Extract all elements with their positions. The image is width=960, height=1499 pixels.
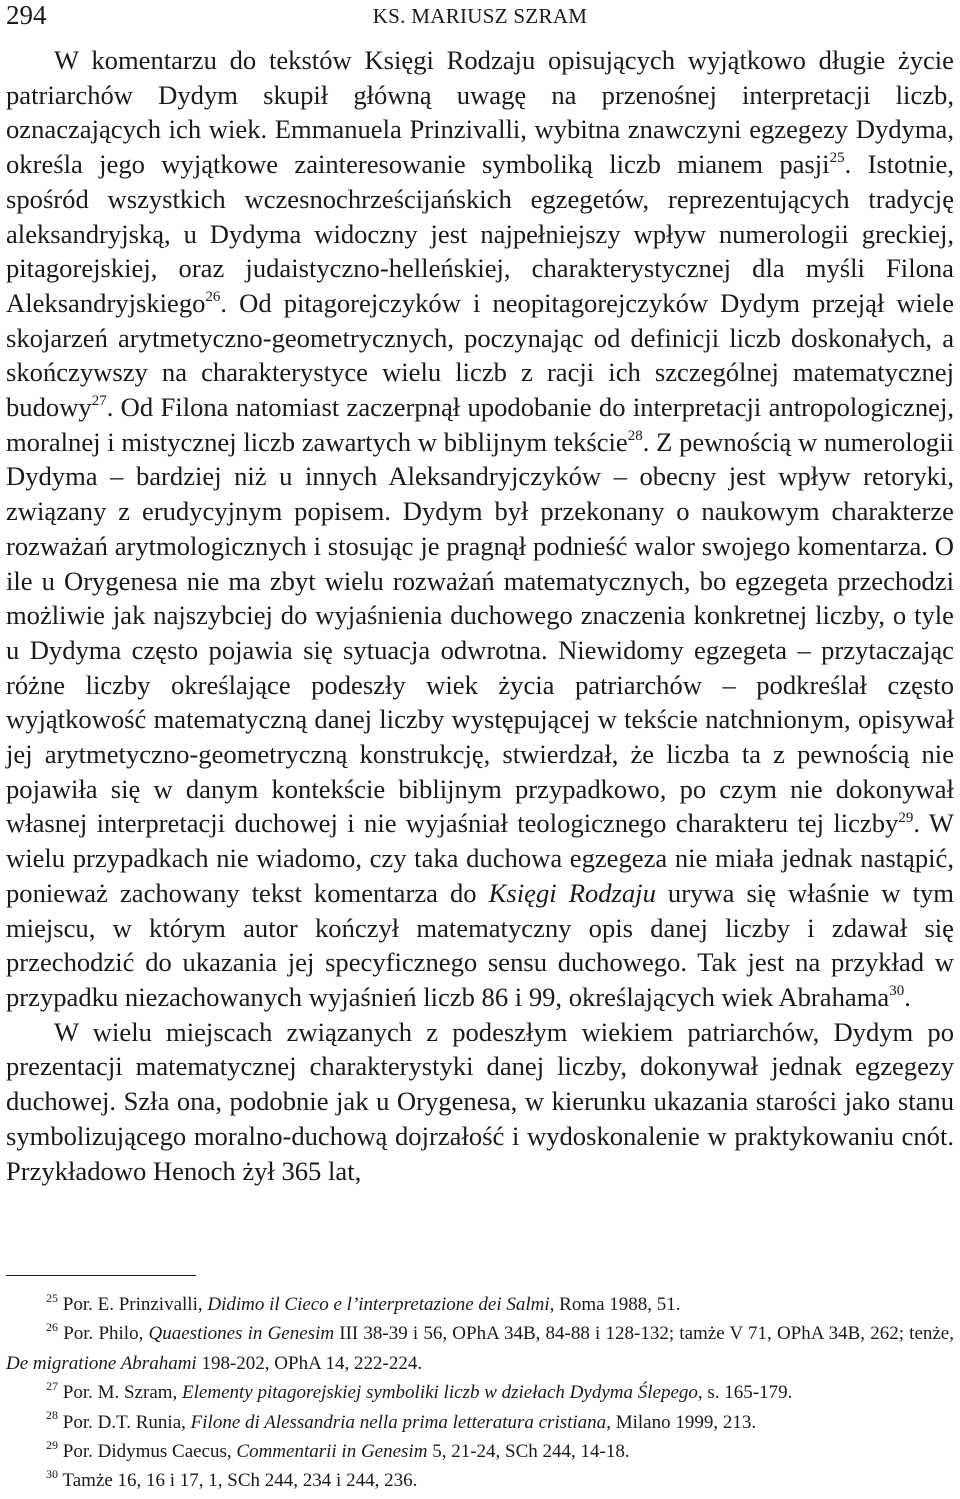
- footnote-text: 5, 21-24, SCh 244, 14-18.: [427, 1441, 630, 1463]
- text-run: W komentarzu do tekstów Księgi Rodzaju opisujących wyjątkowo długie życie patriarchów Dydym skupił główną uwagę na przenośnej interpretacji liczb, oznaczających ich wiek. Emmanuela Prinzivalli, wybitna znawczyni egzegezy Dydyma, określa jego wyjątkowe zainteresowanie symboliką liczb mianem pasji: [6, 45, 954, 180]
- footnote-number: 27: [46, 1378, 58, 1393]
- footnote-ref-27: 27: [91, 393, 107, 410]
- footnote-text: Por. Didymus Caecus,: [62, 1441, 237, 1463]
- footnote-rule: [6, 1275, 196, 1276]
- footnote-title: Quaestiones in Genesim: [148, 1323, 335, 1345]
- footnote-number: 26: [46, 1320, 58, 1335]
- footnote-title: Commentarii in Genesim: [236, 1441, 428, 1463]
- footnote-ref-30: 30: [889, 983, 905, 1000]
- footnote-27: [6, 1378, 954, 1407]
- footnote-title: Elementy pitagorejskiej symboliki liczb w dziełach Dydyma Ślepego: [182, 1382, 698, 1404]
- footnote-29: [6, 1437, 954, 1466]
- footnote-ref-28: 28: [627, 427, 643, 444]
- footnotes: [6, 1290, 954, 1496]
- text-run: . Z pewnością w numerologii Dydyma – bardziej niż u innych Aleksandryjczyków – obecny jest wpływ retoryki, związany z erudycyjnym popisem. Dydym był przekonany o naukowym charakterze rozważań arytmologicznych i stosując je pragnął podnieść walor swojego komentarza. O ile u Orygenesa nie ma zbyt wielu rozważań matematycznych, bo egzegeta przechodzi możliwie jak najszybciej do wyjaśnienia duchowego znaczenia konkretnej liczby, o tyle u Dydyma często pojawia się sytuacja odwrotna. Niewidomy egzegeta – przytaczając różne liczby określające podeszły wiek życia patriarchów – podkreślał często wyjątkowość matematyczną danej liczby występującej w tekście natchnionym, opisywał jej arytmetyczno-geometryczną konstrukcję, stwierdzał, że liczba ta z pewnością nie pojawiła się w danym kontekście biblijnym przypadkowo, po czym nie dokonywał własnej interpretacji duchowej i nie wyjaśniał teologicznego charakteru tej liczby: [6, 426, 954, 839]
- footnote-title: De migratione Abrahami: [6, 1352, 197, 1374]
- footnote-text: Por. Philo,: [63, 1323, 149, 1345]
- footnote-28: [6, 1408, 954, 1437]
- italic-title: Księgi Rodzaju: [488, 877, 656, 908]
- footnote-text: Por. D.T. Runia,: [62, 1411, 191, 1433]
- footnote-title: Didimo il Cieco e l’interpretazione dei Salmi: [207, 1294, 550, 1315]
- footnote-text: Por. E. Prinzivalli,: [62, 1294, 208, 1315]
- footnote-26: [6, 1319, 954, 1378]
- text-run: . Istotnie, spośród wszystkich wczesnochrześcijańskich egzegetów, reprezentujących tradycję aleksandryjską, u Dydyma widoczny jest najpełniejszy wpływ numerologii greckiej, pitagorejskiej, oraz judaistyczno-helleńskiej, charakterystycznej dla myśli Filona Aleksandryjskiego: [6, 149, 955, 318]
- paragraph-2: W wielu miejscach związanych z podeszłym wiekiem patriarchów, Dydym po prezentacji matematycznej charakterystyki danej liczby, dokonywał jednak egzegezy duchowej. Szła ona, podobnie jak u Orygenesa, w kierunku ukazania starości jako stanu symbolizującego moralno-duchową dojrzałość i wydoskonalenie w praktykowaniu cnót. Przykładowo Henoch żył 365 lat,: [6, 1016, 954, 1186]
- footnote-25: [6, 1290, 954, 1319]
- text-run: . W wielu przypadkach nie wiadomo, czy taka duchowa egzegeza nie miała jednak nastąpić, ponieważ zachowany tekst komentarza do: [6, 808, 954, 908]
- paragraph-1: [6, 43, 954, 1015]
- footnote-number: 29: [46, 1437, 58, 1452]
- footnote-text: , Milano 1999, 213.: [606, 1411, 757, 1433]
- footnote-number: 25: [46, 1290, 58, 1305]
- footnote-number: 30: [46, 1467, 58, 1482]
- footnote-text: 198-202, OPhA 14, 222-224.: [196, 1352, 423, 1374]
- text-run: .: [904, 981, 911, 1012]
- footnote-ref-29: 29: [898, 809, 914, 826]
- footnote-text: III 38-39 i 56, OPhA 34B, 84-88 i 128-132; tamże V 71, OPhA 34B, 262; tenże,: [334, 1323, 954, 1345]
- running-header: KS. MARIUSZ SZRAM: [372, 4, 588, 28]
- text-run: . Od Filona natomiast zaczerpnął upodobanie do interpretacji antropologicznej, moralnej i mistycznej liczb zawartych w biblijnym tekście: [6, 392, 954, 457]
- footnote-30: [6, 1466, 954, 1495]
- footnote-ref-26: 26: [205, 289, 221, 306]
- page-number: 294: [6, 0, 47, 30]
- text-run: urywa się właśnie w tym miejscu, w którym autor kończył matematyczny opis danej liczby i zdawał się przechodzić do ukazania jej specyficznego sensu duchowego. Tak jest na przykład w przypadku niezachowanych wyjaśnień liczb 86 i 99, określających wiek Abrahama: [6, 877, 954, 1012]
- footnote-text: , Roma 1988, 51.: [549, 1294, 681, 1315]
- text-run: . Od pitagorejczyków i neopitagorejczyków Dydym przejął wiele skojarzeń arytmetyczno-geometrycznych, poczynając od definicji liczb doskonałych, a skończywszy na charakterystyce wielu liczb z racji ich szczególnej matematycznej budowy: [6, 287, 954, 423]
- footnote-text: , s. 165-179.: [697, 1382, 793, 1404]
- footnote-title: Filone di Alessandria nella prima letteratura cristiana: [190, 1411, 607, 1433]
- footnote-ref-25: 25: [829, 150, 845, 167]
- body-text: [6, 43, 954, 1188]
- footnote-number: 28: [46, 1408, 58, 1423]
- footnote-text: Tamże 16, 16 i 17, 1, SCh 244, 234 i 244, 236.: [62, 1470, 418, 1492]
- footnote-text: Por. M. Szram,: [62, 1382, 183, 1404]
